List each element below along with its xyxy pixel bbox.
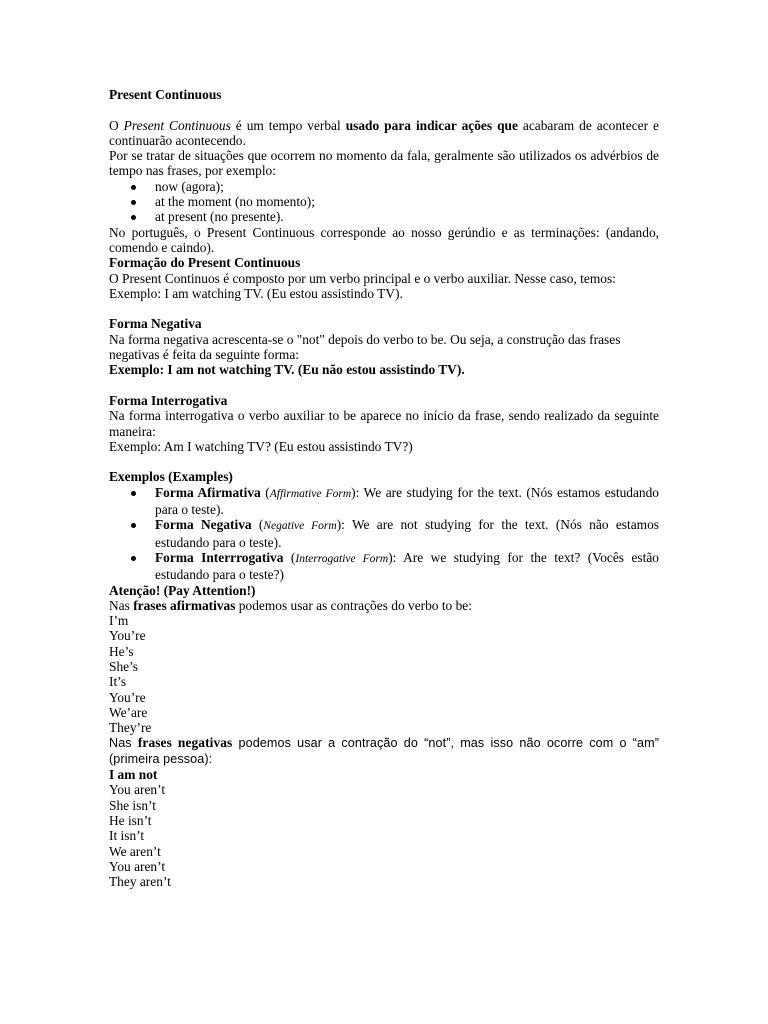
formation-heading: Formação do Present Continuous <box>109 255 301 271</box>
intro-paragraph: O Present Continuous é um tempo verbal usado para indicar ações que acabaram de acontecer e continuarão acontecendo. <box>109 117 659 148</box>
list-item: She isn’t <box>109 797 156 813</box>
list-item: Forma Negativa (Negative Form): We are not studying for the text. (Nós não estamos estudando para o teste). <box>109 517 659 550</box>
affirmative-contractions-intro: Nas frases afirmativas podemos usar as contrações do verbo to be: <box>109 597 472 613</box>
bullet-icon <box>131 185 136 190</box>
list-item: He isn’t <box>109 812 152 828</box>
bullet-icon <box>131 215 136 220</box>
list-item: at the moment (no momento); <box>109 194 659 209</box>
attention-heading: Atenção! (Pay Attention!) <box>109 582 256 598</box>
formation-text: O Present Continuos é composto por um verbo principal e o verbo auxiliar. Nesse caso, temos: <box>109 270 616 286</box>
list-item: He’s <box>109 643 134 659</box>
list-item: It’s <box>109 674 127 690</box>
page-title: Present Continuous <box>109 87 222 102</box>
adverbs-list <box>109 179 659 225</box>
negative-example: Exemplo: I am not watching TV. (Eu não estou assistindo TV). <box>109 362 465 378</box>
list-item: She’s <box>109 658 139 674</box>
list-item: I’m <box>109 613 129 629</box>
list-item: You’re <box>109 689 146 705</box>
list-item: Forma Afirmativa (Affirmative Form): We are studying for the text. (Nós estamos estudando para o teste). <box>109 485 659 518</box>
examples-list <box>109 485 659 583</box>
interrogative-heading: Forma Interrogativa <box>109 392 228 408</box>
bullet-icon <box>131 523 136 528</box>
bullet-icon <box>131 556 136 561</box>
formation-example: Exemplo: I am watching TV. (Eu estou assistindo TV). <box>109 285 403 301</box>
list-item: We aren’t <box>109 843 161 859</box>
list-item: You aren’t <box>109 858 166 874</box>
list-item: You’re <box>109 628 146 644</box>
list-item: now (agora); <box>109 179 659 194</box>
interrogative-text: Na forma interrogativa o verbo auxiliar to be aparece no início da frase, sendo realizado da seguinte maneira: <box>109 408 659 439</box>
negative-text: Na forma negativa acrescenta-se o "not" depois do verbo to be. Ou seja, a construção das frases negativas é feita da seguinte forma: <box>109 331 621 363</box>
interrogative-example: Exemplo: Am I watching TV? (Eu estou assistindo TV?) <box>109 438 413 454</box>
list-item: Forma Interrrogativa (Interrogative Form): Are we studying for the text? (Vocês estão estudando para o teste?) <box>109 550 659 583</box>
adverbs-paragraph: Por se tratar de situações que ocorrem no momento da fala, geralmente são utilizados os advérbios de tempo nas frases, por exemplo: <box>109 148 659 179</box>
list-item: They’re <box>109 720 152 736</box>
list-item: You aren’t <box>109 782 166 798</box>
negative-first-person: I am not <box>109 767 158 783</box>
bullet-icon <box>131 491 136 496</box>
affirmative-contractions-list <box>109 613 659 735</box>
list-item: We’are <box>109 704 148 720</box>
list-item: at present (no presente). <box>109 209 659 224</box>
examples-heading: Exemplos (Examples) <box>109 469 233 485</box>
list-item: It isn’t <box>109 828 145 844</box>
list-item: They aren’t <box>109 874 171 890</box>
negative-heading: Forma Negativa <box>109 316 202 332</box>
negative-contractions-list <box>109 782 659 889</box>
negative-contractions-intro: Nas frases negativas podemos usar a contração do “not”, mas isso não ocorre com o “am” (primeira pessoa): <box>109 735 659 766</box>
document-content <box>109 87 659 889</box>
portuguese-paragraph: No português, o Present Continuous corresponde ao nosso gerúndio e as terminações: (andando, comendo e caindo). <box>109 224 659 255</box>
bullet-icon <box>131 200 136 205</box>
